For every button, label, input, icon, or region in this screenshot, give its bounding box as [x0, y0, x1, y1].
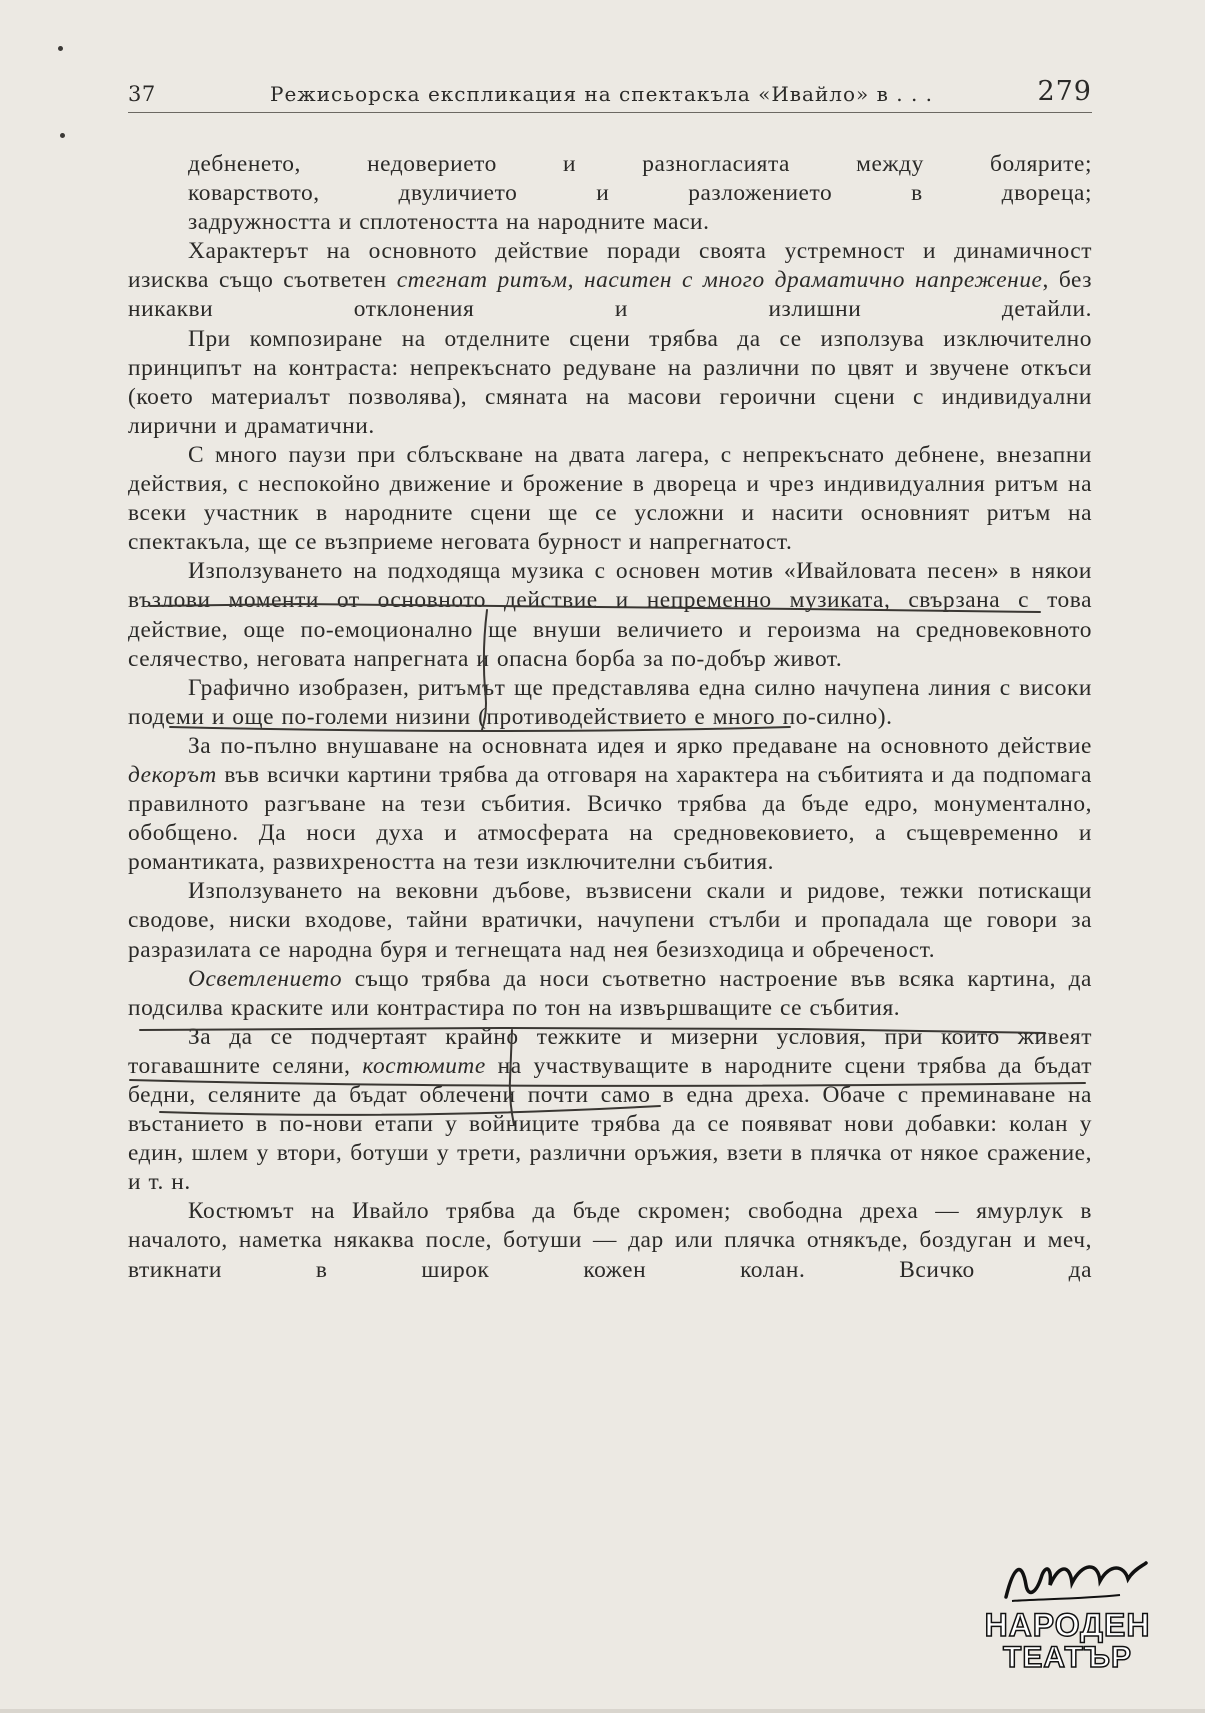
paragraph: Костюмът на Ивайло трябва да бъде скромен; свободна дреха — ямурлук в началото, наметка някаква после, ботуши — дар или плячка отнякъде, боздуган и меч, втикнати в широк кожен колан. Всичко да: [128, 1198, 1092, 1283]
paragraph-struck: Използуването на подходяща музика с основен мотив «Ивайловата песен» в някои възлови моменти от основното действие и непременно музиката, свързана с това действие, още по-емоционално ще внуши величието и героизма на средновековното селячество, неговата напрегната и опасна борба за по-добър живот.: [128, 558, 1092, 672]
italic-run: Осветлението: [188, 965, 343, 992]
italic-run: стегнат ритъм, наситен с много драматично напрежение: [396, 267, 1043, 294]
text-run: , без никакви отклонения и излишни детайли.: [128, 267, 1093, 323]
paragraph: При композиране на отделните сцени трябва да се използува изключително принципът на контраста: непрекъснато редуване на различни по цвят и звучене откъси (което материалът позволява), смяната на масови героични сцени с индивидуални лирични и драматични.: [128, 325, 1092, 439]
paragraph: Графично изобразен, ритъмът ще представлява една силно начупена линия с високи подеми и още по-големи низини (противодействието е много по-силно).: [128, 674, 1092, 730]
logo-text: НАРОДЕН: [984, 1607, 1151, 1643]
signature-logo: [1000, 1555, 1150, 1605]
text-run: във всички картини трябва да отговаря на характера на събитията и да подпомага правилното разгъване на тези събития. Всичко трябва да бъде едро, монументално, обобщено. Да носи духа и атмосферата на средновековието, а същевременно и романтиката, развихреността на тези изключителни събития.: [128, 761, 1092, 876]
text-run: Характерът на основното действие поради своята устремност и динамичност изисква също съответен: [128, 238, 1092, 294]
body-text: [128, 150, 1092, 1285]
paragraph: задружността и сплотеността на народните маси.: [188, 209, 710, 236]
logo-text: ТЕАТЪР: [1003, 1641, 1132, 1674]
running-title: Режисьорска експликация на спектакъла «Ивайло» в . . .: [270, 82, 934, 106]
paragraph: дебненето, недоверието и разногласията между болярите;: [188, 151, 1092, 177]
paragraph: [128, 237, 1092, 324]
national-theatre-stamp: [980, 1555, 1155, 1675]
paragraph: [128, 965, 1092, 1023]
running-head: [128, 76, 1092, 113]
page-number: 279: [1037, 76, 1092, 107]
text-run: също трябва да носи съответно настроение във всяка картина, да подсилва краските или контрастира по тон на извършващите се събития.: [128, 965, 1092, 1021]
text-run: За да се подчертаят крайно тежките и мизерни условия, при които живеят тогавашните селяни,: [128, 1023, 1092, 1079]
margin-mark: [58, 46, 63, 51]
italic-run: декорът: [128, 761, 217, 788]
margin-mark: [60, 133, 65, 138]
paragraph-struck: Използуването на вековни дъбове, възвисени скали и ридове, тежки потискащи сводове, ниски входове, тайни вратички, начупени стълби и пропадала ще говори за разразилата се народна буря и тегнещата над нея безизходица и обреченост.: [128, 878, 1092, 963]
paragraph: С много паузи при сблъскване на двата лагера, с непрекъснато дебнене, внезапни действия, с неспокойно движение и брожение в двореца и чрез индивидуалния ритъм на всеки участник в народните сцени ще се усложни и насити основният ритъм на спектакъла, ще се възприеме неговата бурност и напрегнатост.: [128, 441, 1092, 556]
paragraph: [128, 1023, 1092, 1198]
paragraph: коварството, двуличието и разложението в двореца;: [188, 180, 1092, 207]
text-run: За по-пълно внушаване на основната идея и ярко предаване на основното действие: [188, 732, 1092, 759]
text-run: на участвуващите в народните сцени трябва да бъдат бедни, селяните да бъдат облечени почти само в една дреха. Обаче с преминаване на въстанието в по-нови етапи у войниците трябва да се появяват нови добавки: колан у един, шлем у втори, ботуши у трети, различни оръжия, взети в плячка от някое сражение, и т. н.: [128, 1052, 1092, 1196]
italic-run: костюмите: [362, 1052, 486, 1079]
paragraph: [128, 732, 1092, 877]
page-ref: 37: [128, 82, 156, 106]
